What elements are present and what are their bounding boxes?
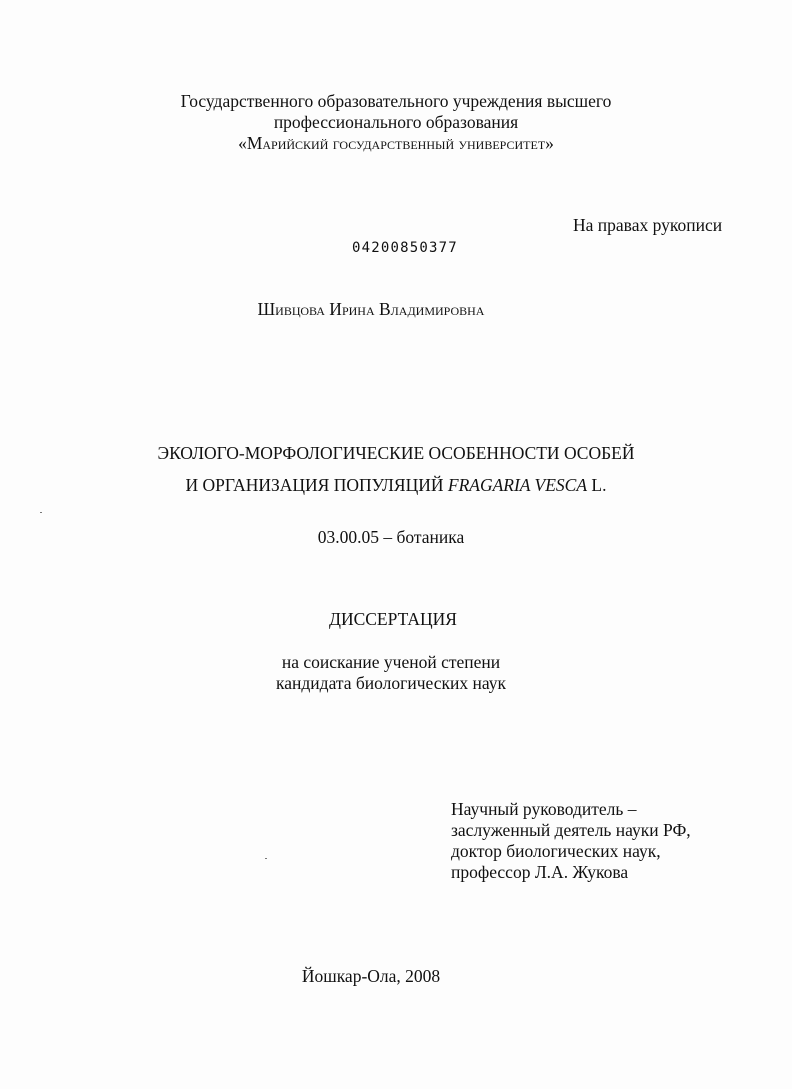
title-prefix: И ОРГАНИЗАЦИЯ ПОПУЛЯЦИЙ xyxy=(185,475,448,495)
scan-speck xyxy=(40,512,42,513)
title-suffix: L. xyxy=(587,475,607,495)
institution-line-1: Государственного образовательного учреждения высшего xyxy=(180,91,612,111)
dissertation-title-line-1: ЭКОЛОГО-МОРФОЛОГИЧЕСКИЕ ОСОБЕННОСТИ ОСОБЕЙ xyxy=(157,443,635,463)
supervisor-line-3: доктор биологических наук, xyxy=(451,841,661,861)
manuscript-note: На правах рукописи xyxy=(573,215,723,235)
specialty-code: 03.00.05 – ботаника xyxy=(317,527,465,547)
document-type: ДИССЕРТАЦИЯ xyxy=(329,609,457,629)
title-species: FRAGARIA VESCA xyxy=(447,475,588,495)
institution-line-2: профессионального образования xyxy=(273,112,519,132)
degree-line-2: кандидата биологических наук xyxy=(276,673,506,693)
degree-line-1: на соискание ученой степени xyxy=(281,652,501,672)
supervisor-line-1: Научный руководитель – xyxy=(451,799,637,819)
supervisor-line-2: заслуженный деятель науки РФ, xyxy=(451,820,691,840)
place-and-year: Йошкар-Ола, 2008 xyxy=(301,966,441,986)
author-name: Шивцова Ирина Владимировна xyxy=(257,299,485,319)
institution-line-3: «Марийский государственный университет» xyxy=(238,133,554,153)
supervisor-line-4: профессор Л.А. Жукова xyxy=(451,862,629,882)
dissertation-title-line-2 xyxy=(0,475,792,495)
registry-number: 04200850377 xyxy=(352,240,458,256)
scan-speck xyxy=(265,858,267,859)
